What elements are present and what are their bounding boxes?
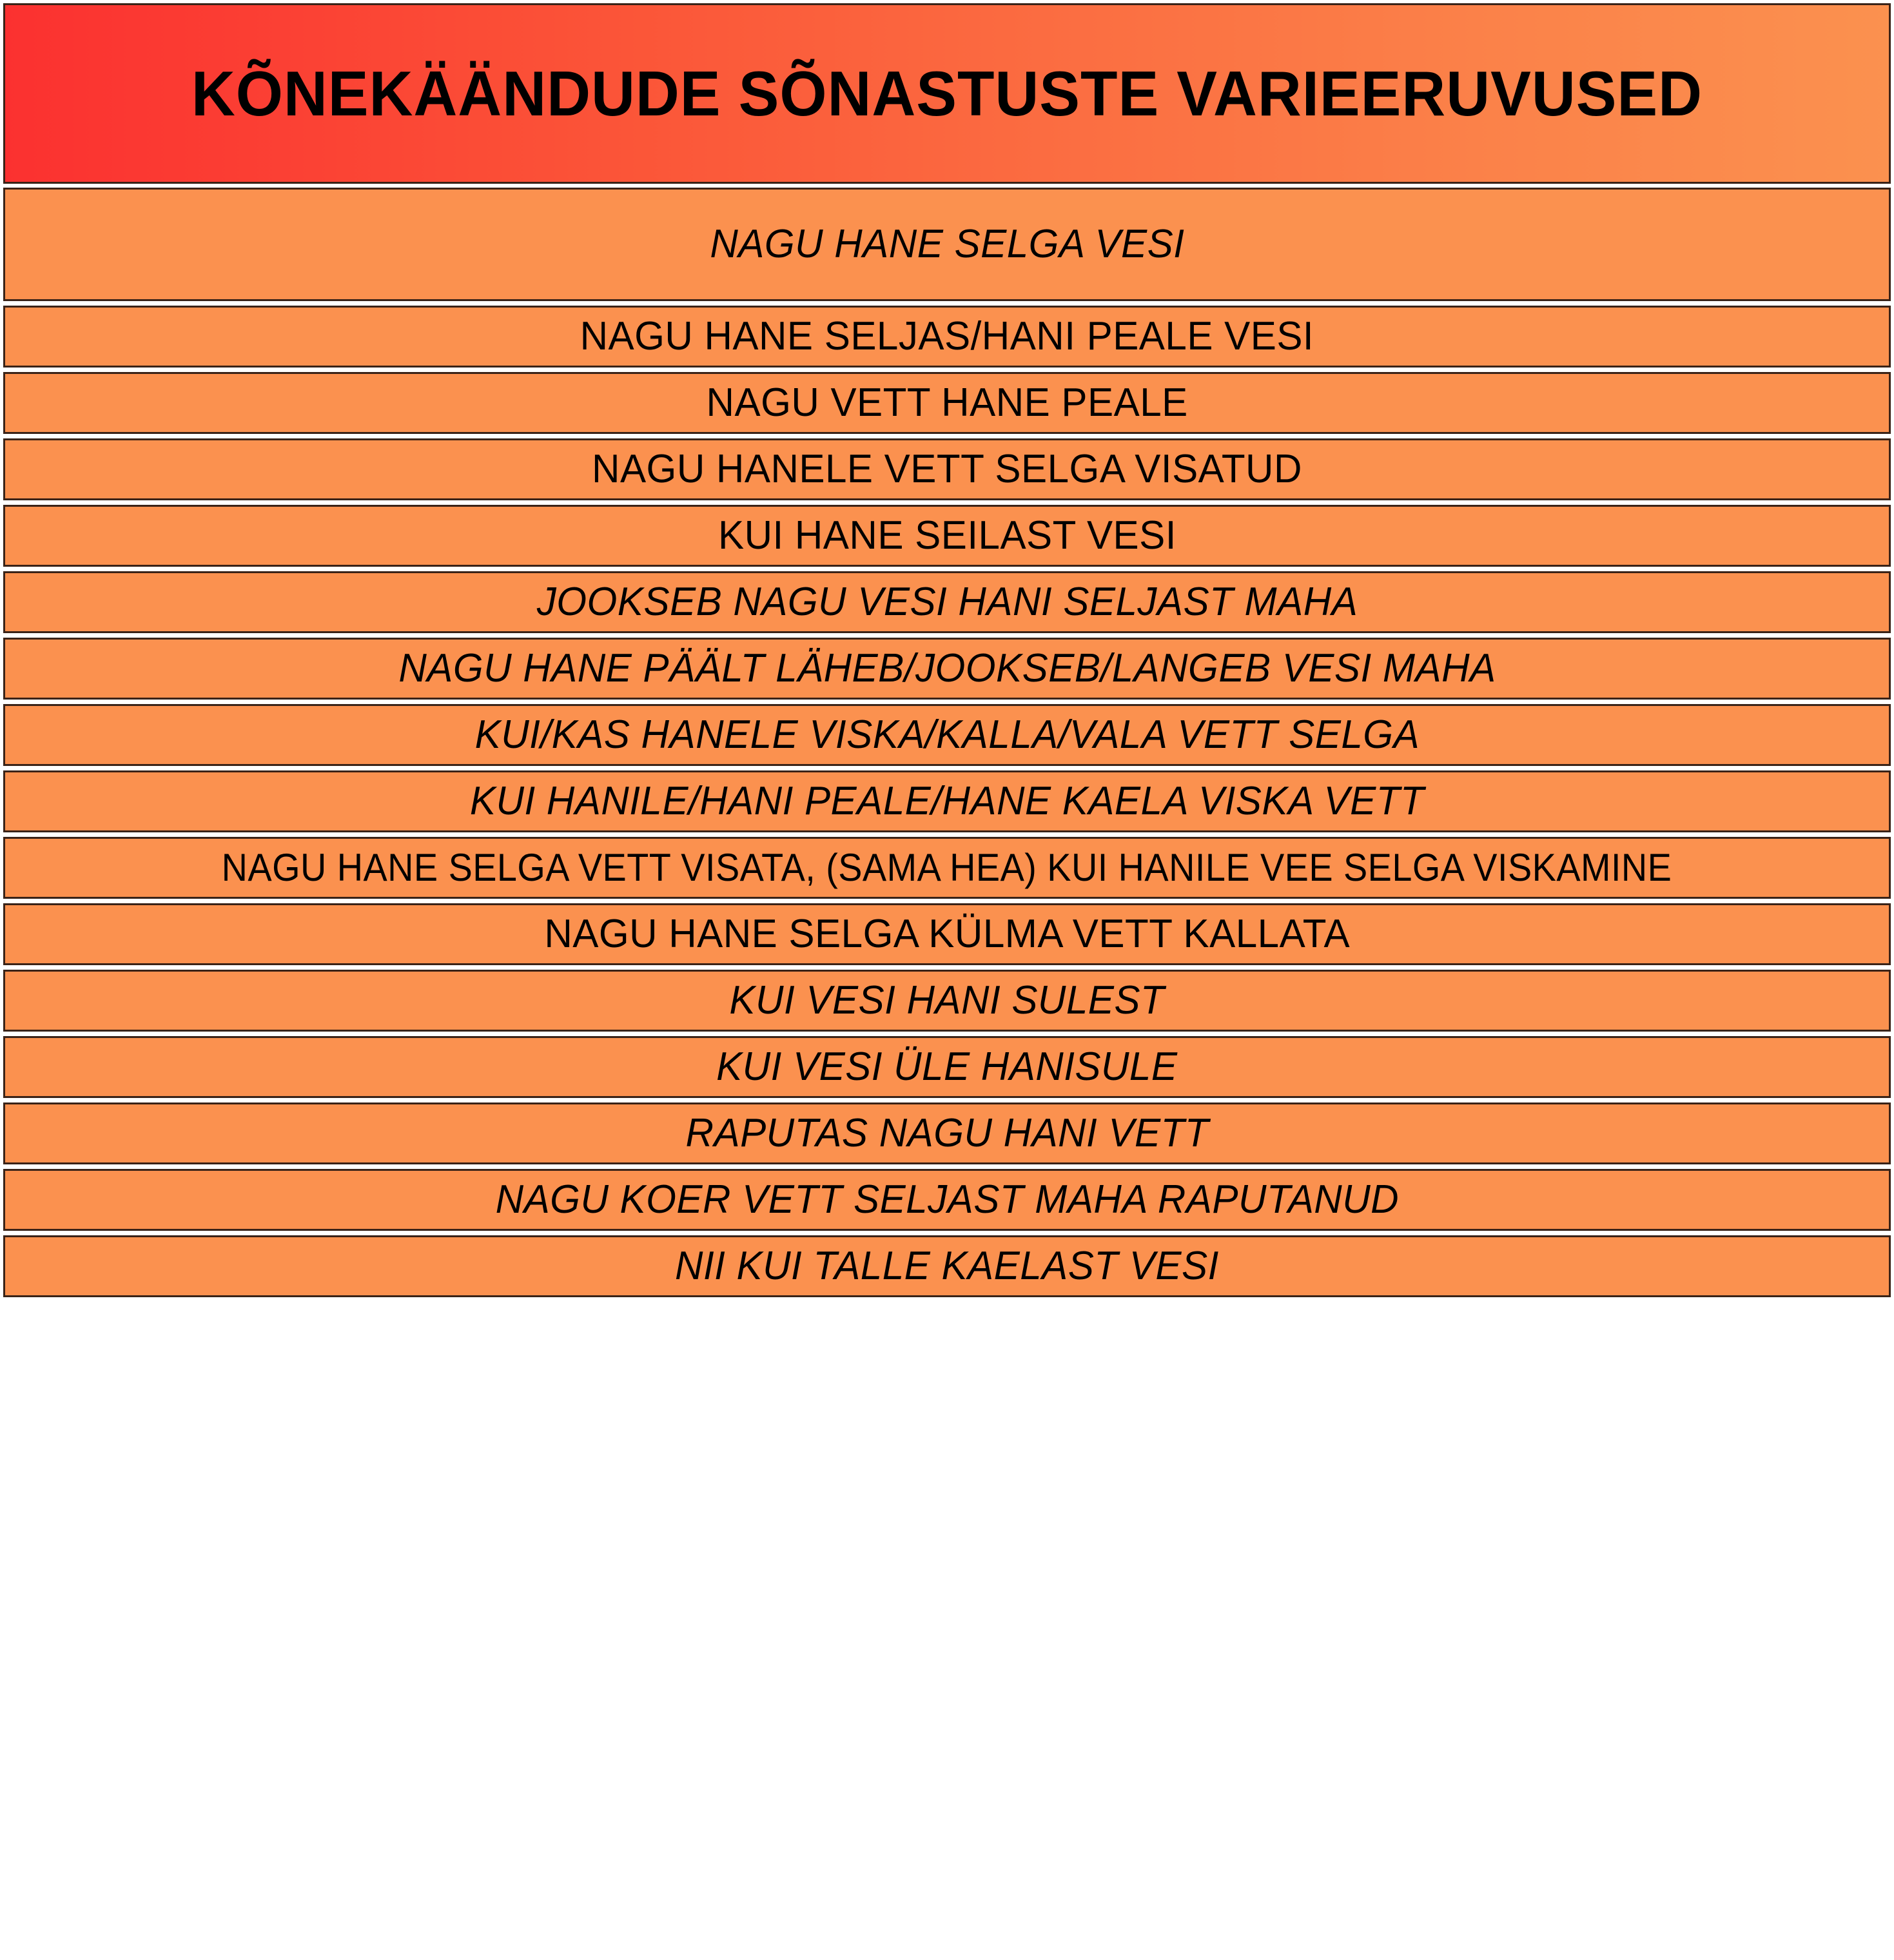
page-title: KÕNEKÄÄNDUDE SÕNASTUSTE VARIEERUVUSED xyxy=(191,57,1703,129)
phrase-text: NAGU HANE SELGA VETT VISATA, (SAMA HEA) KUI HANILE VEE SELGA VISKAMINE xyxy=(222,846,1672,889)
phrase-row xyxy=(3,638,1891,700)
phrase-row xyxy=(3,903,1891,965)
phrase-text: RAPUTAS NAGU HANI VETT xyxy=(685,1111,1209,1155)
phrase-text: KUI VESI HANI SULEST xyxy=(729,978,1165,1023)
phrase-text: KUI/KAS HANELE VISKA/KALLA/VALA VETT SELGA xyxy=(474,712,1420,757)
phrase-text: NAGU VETT HANE PEALE xyxy=(706,380,1188,425)
phrase-text: NAGU HANE SELJAS/HANI PEALE VESI xyxy=(580,314,1314,358)
header-banner xyxy=(3,3,1891,184)
phrase-row xyxy=(3,1169,1891,1231)
phrase-text: NAGU HANE PÄÄLT LÄHEB/JOOKSEB/LANGEB VESI MAHA xyxy=(398,646,1496,691)
phrase-row xyxy=(3,1102,1891,1164)
phrase-text: NAGU KOER VETT SELJAST MAHA RAPUTANUD xyxy=(495,1177,1399,1222)
phrase-row xyxy=(3,770,1891,832)
phrase-text: NII KUI TALLE KAELAST VESI xyxy=(675,1244,1219,1288)
phrase-text: KUI HANILE/HANI PEALE/HANE KAELA VISKA VETT xyxy=(469,779,1425,823)
phrase-row xyxy=(3,837,1891,899)
phrase-text: KUI HANE SEILAST VESI xyxy=(718,513,1176,558)
phrase-row xyxy=(3,970,1891,1032)
phrase-row xyxy=(3,704,1891,766)
phrase-text: NAGU HANE SELGA KÜLMA VETT KALLATA xyxy=(544,912,1350,956)
phrase-row xyxy=(3,372,1891,434)
phrase-text: JOOKSEB NAGU VESI HANI SELJAST MAHA xyxy=(536,580,1358,624)
phrase-text: NAGU HANE SELGA VESI xyxy=(709,222,1185,266)
phrase-row xyxy=(3,1036,1891,1098)
phrase-row xyxy=(3,306,1891,368)
phrase-text: NAGU HANELE VETT SELGA VISATUD xyxy=(592,447,1302,491)
phrase-row xyxy=(3,1235,1891,1297)
phrase-row xyxy=(3,188,1891,301)
phrase-row xyxy=(3,571,1891,633)
phrase-row xyxy=(3,438,1891,500)
phrase-text: KUI VESI ÜLE HANISULE xyxy=(716,1044,1178,1089)
phrase-row xyxy=(3,505,1891,567)
phrase-list xyxy=(3,188,1891,1302)
